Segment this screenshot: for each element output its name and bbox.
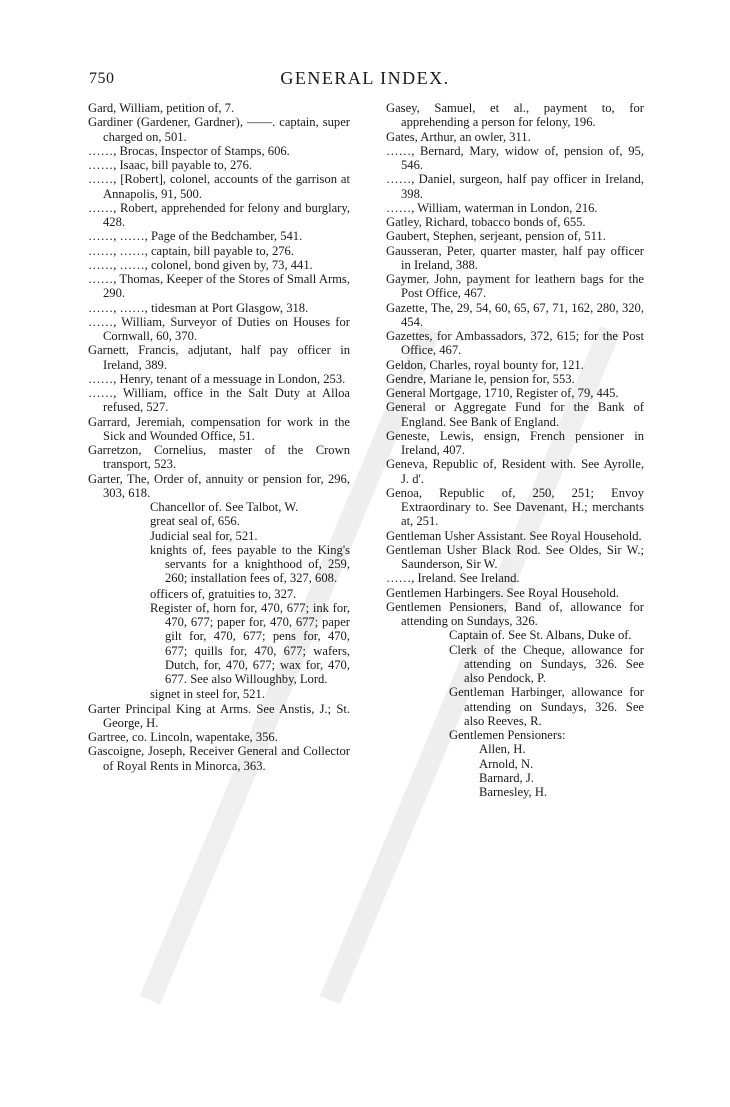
- index-entry: ……, Ireland. See Ireland.: [386, 571, 520, 586]
- index-entry: Gardiner (Gardener, Gardner), ——. captain, super charged on, 501.: [88, 115, 350, 144]
- index-entry: ……, William, office in the Salt Duty at Alloa refused, 527.: [88, 386, 350, 415]
- index-column-left: [88, 101, 350, 773]
- index-entry: Garter, The, Order of, annuity or pension for, 296, 303, 618.: [88, 471, 350, 500]
- index-entry: ……, William, waterman in London, 216.: [386, 200, 598, 215]
- index-subentry: Gentleman Harbinger, allowance for attending on Sundays, 326. See also Reeves, R.: [449, 685, 644, 728]
- index-entry: Gendre, Mariane le, pension for, 553.: [386, 371, 575, 386]
- index-subentry: Judicial seal for, 521.: [150, 528, 258, 543]
- index-entry: Gentleman Usher Assistant. See Royal Household.: [386, 528, 642, 543]
- index-column-right: [386, 101, 644, 799]
- index-entry: Gartree, co. Lincoln, wapentake, 356.: [88, 730, 278, 744]
- index-entry: Gentleman Usher Black Rod. See Oldes, Sir W.; Saunderson, Sir W.: [386, 542, 644, 571]
- index-entry: Gaymer, John, payment for leathern bags for the Post Office, 467.: [386, 272, 644, 301]
- index-entry: Garretzon, Cornelius, master of the Crown transport, 523.: [88, 443, 350, 472]
- index-entry: Gentlemen Harbingers. See Royal Household.: [386, 585, 619, 600]
- index-entry: ……, Henry, tenant of a messuage in London, 253.: [88, 371, 346, 386]
- index-subentry: Captain of. See St. Albans, Duke of.: [449, 628, 632, 643]
- index-entry: ……, ……, Page of the Bedchamber, 541.: [88, 229, 303, 244]
- index-entry: General Mortgage, 1710, Register of, 79, 445.: [386, 386, 619, 400]
- page-number: 750: [89, 70, 115, 87]
- index-entry: Gatley, Richard, tobacco bonds of, 655.: [386, 215, 586, 229]
- index-name-item: Allen, H.: [479, 742, 526, 757]
- index-entry: ……, Daniel, surgeon, half pay officer in Ireland, 398.: [386, 172, 644, 201]
- index-entry: Geldon, Charles, royal bounty for, 121.: [386, 357, 584, 372]
- index-subentry: great seal of, 656.: [150, 514, 240, 529]
- index-entry: ……, Brocas, Inspector of Stamps, 606.: [88, 143, 290, 158]
- index-entry: Gazettes, for Ambassadors, 372, 615; for the Post Office, 467.: [386, 329, 644, 358]
- index-entry: ……, ……, captain, bill payable to, 276.: [88, 243, 295, 258]
- index-entry: Gazette, The, 29, 54, 60, 65, 67, 71, 162, 280, 320, 454.: [386, 300, 644, 329]
- index-entry: Gaubert, Stephen, serjeant, pension of, 511.: [386, 229, 606, 244]
- index-entry: Gasey, Samuel, et al., payment to, for apprehending a person for felony, 196.: [386, 101, 644, 130]
- index-entry: ……, ……, colonel, bond given by, 73, 441.: [88, 257, 313, 272]
- index-subentry: signet in steel for, 521.: [150, 687, 265, 702]
- index-entry: ……, Isaac, bill payable to, 276.: [88, 158, 253, 172]
- index-entry: ……, [Robert], colonel, accounts of the garrison at Annapolis, 91, 500.: [88, 172, 350, 201]
- index-entry: Garter Principal King at Arms. See Anstis, J.; St. George, H.: [88, 701, 350, 730]
- index-subentry: knights of, fees payable to the King's servants for a knighthood of, 259, 260; installation fees of, 327, 608.: [150, 542, 350, 586]
- index-entry: Gentlemen Pensioners, Band of, allowance for attending on Sundays, 326.: [386, 599, 644, 628]
- index-entry: ……, Bernard, Mary, widow of, pension of, 95, 546.: [386, 143, 644, 172]
- index-subentry: Register of, horn for, 470, 677; ink for, 470, 677; paper for, 470, 677; paper gilt for, 470, 677; pens for, 470, 677; quills for, 470, 677; wafers, Dutch, for, 470, 677; wax for, 470, 677. See also Willoughby, Lord.: [150, 600, 350, 686]
- index-subentry: officers of, gratuities to, 327.: [150, 586, 297, 601]
- index-name-item: Barnesley, H.: [479, 785, 548, 799]
- index-entry: Garnett, Francis, adjutant, half pay officer in Ireland, 389.: [88, 343, 350, 372]
- index-name-item: Arnold, N.: [479, 756, 534, 771]
- index-subentry: Gentlemen Pensioners:: [449, 728, 566, 742]
- index-entry: General or Aggregate Fund for the Bank of England. See Bank of England.: [386, 400, 644, 429]
- index-entry: Gascoigne, Joseph, Receiver General and Collector of Royal Rents in Minorca, 363.: [88, 744, 350, 773]
- index-entry: Gausseran, Peter, quarter master, half pay officer in Ireland, 388.: [386, 243, 644, 272]
- index-entry: Garrard, Jeremiah, compensation for work in the Sick and Wounded Office, 51.: [88, 414, 350, 443]
- index-entry: ……, William, Surveyor of Duties on Houses for Cornwall, 60, 370.: [88, 314, 350, 343]
- index-entry: Gard, William, petition of, 7.: [88, 101, 235, 115]
- index-entry: ……, Thomas, Keeper of the Stores of Small Arms, 290.: [88, 272, 350, 301]
- index-entry: Geneva, Republic of, Resident with. See Ayrolle, J. d'.: [386, 457, 644, 486]
- index-entry: Gates, Arthur, an owler, 311.: [386, 129, 531, 144]
- index-entry: Geneste, Lewis, ensign, French pensioner in Ireland, 407.: [386, 428, 644, 457]
- index-name-item: Barnard, J.: [479, 770, 534, 785]
- index-subentry: Chancellor of. See Talbot, W.: [150, 500, 299, 514]
- running-title: GENERAL INDEX.: [280, 68, 450, 88]
- index-subentry: Clerk of the Cheque, allowance for attending on Sundays, 326. See also Pendock, P.: [449, 642, 644, 685]
- index-entry: ……, Robert, apprehended for felony and burglary, 428.: [88, 200, 350, 229]
- index-entry: ……, ……, tidesman at Port Glasgow, 318.: [88, 300, 309, 315]
- index-entry: Genoa, Republic of, 250, 251; Envoy Extraordinary to. See Davenant, H.; merchants at, 251.: [386, 485, 644, 529]
